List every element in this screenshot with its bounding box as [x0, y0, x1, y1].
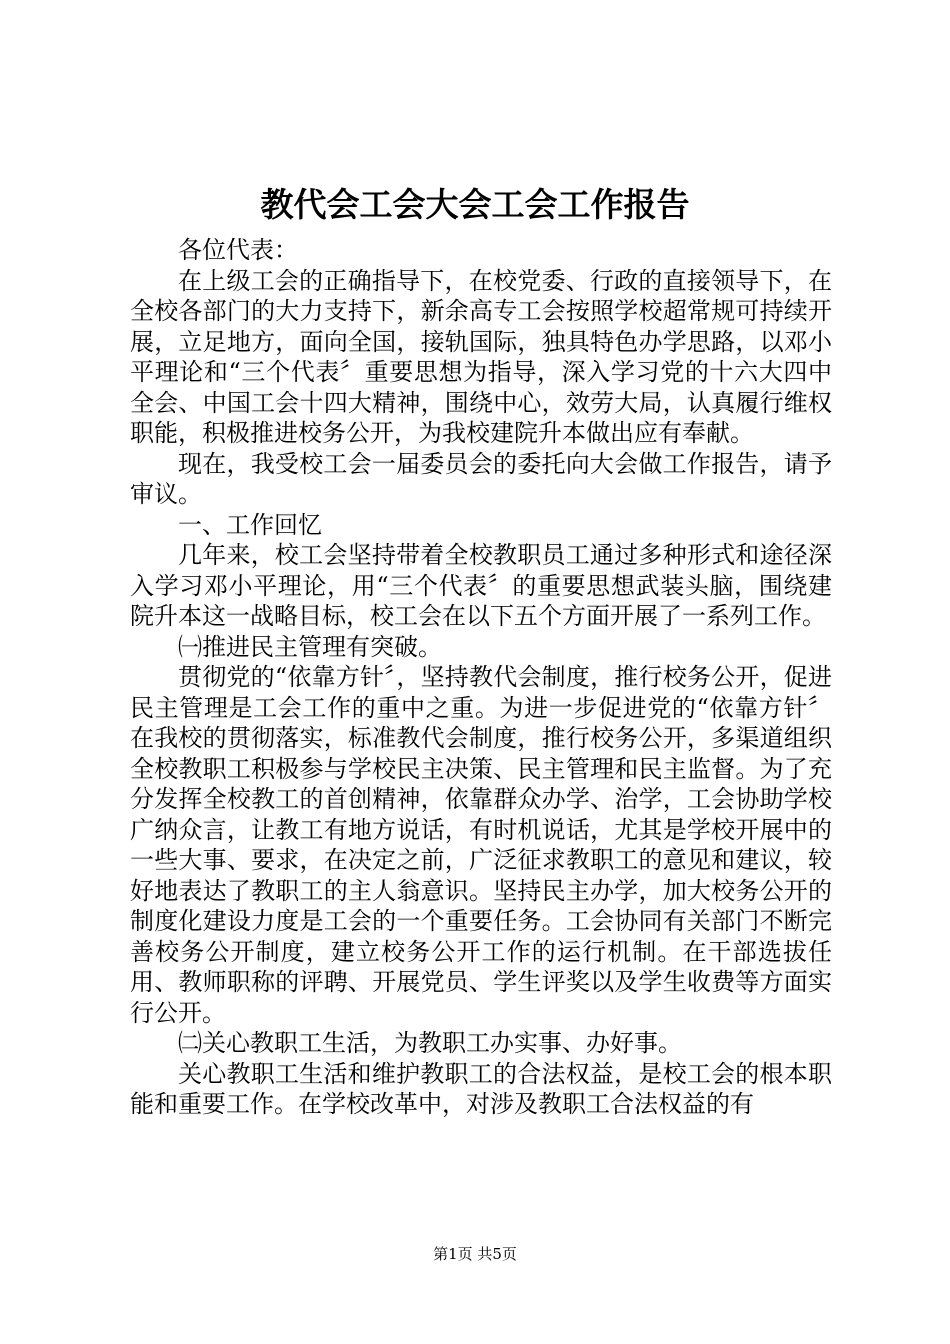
paragraph: 几年来，校工会坚持带着全校教职员工通过多种形式和途径深入学习邓小平理论，用“三个代表〞的重要思想武装头脑，围绕建院升本这一战略目标，校工会在以下五个方面开展了一系列工作。 — [130, 541, 832, 630]
paragraph: 在上级工会的正确指导下，在校党委、行政的直接领导下，在全校各部门的大力支持下，新余高专工会按照学校超常规可持续开展，立足地方，面向全国，接轨国际，独具特色办学思路，以邓小平理论和“三个代表〞重要思想为指导，深入学习党的十六大四中全会、中国工会十四大精神，围绕中心，效劳大局，认真履行维权职能，积极推进校务公开，为我校建院升本做出应有奉献。 — [130, 266, 832, 447]
section-heading: 一、工作回忆 — [178, 510, 322, 539]
document-body — [130, 235, 832, 1120]
salutation: 各位代表： — [178, 236, 298, 264]
paragraph: 贯彻党的“依靠方针〞，坚持教代会制度，推行校务公开，促进民主管理是工会工作的重中之重。为进一步促进党的“依靠方针〞在我校的贯彻落实，标准教代会制度，推行校务公开，多渠道组织全校教职工积极参与学校民主决策、民主管理和民主监督。为了充分发挥全校教工的首创精神，依靠群众办学、治学，工会协助学校广纳众言，让教工有地方说话，有时机说话，尤其是学校开展中的一些大事、要求，在决定之前，广泛征求教职工的意见和建议，较好地表达了教职工的主人翁意识。坚持民主办学，加大校务公开的制度化建设力度是工会的一个重要任务。工会协同有关部门不断完善校务公开制度，建立校务公开工作的运行机制。在干部选拔任用、教师职称的评聘、开展党员、学生评奖以及学生收费等方面实行公开。 — [130, 663, 832, 1027]
paragraph: 关心教职工生活和维护教职工的合法权益，是校工会的根本职能和重要工作。在学校改革中，对涉及教职工合法权益的有 — [130, 1059, 832, 1118]
paragraph: 现在，我受校工会一届委员会的委托向大会做工作报告，请予审议。 — [130, 449, 832, 508]
page-footer: 第1页 共5页 — [433, 1245, 517, 1263]
subsection-heading: ㈡关心教职工生活，为教职工办实事、办好事。 — [178, 1029, 682, 1057]
subsection-heading: ㈠推进民主管理有突破。 — [178, 632, 442, 661]
document-title: 教代会工会大会工会工作报告 — [260, 185, 690, 224]
